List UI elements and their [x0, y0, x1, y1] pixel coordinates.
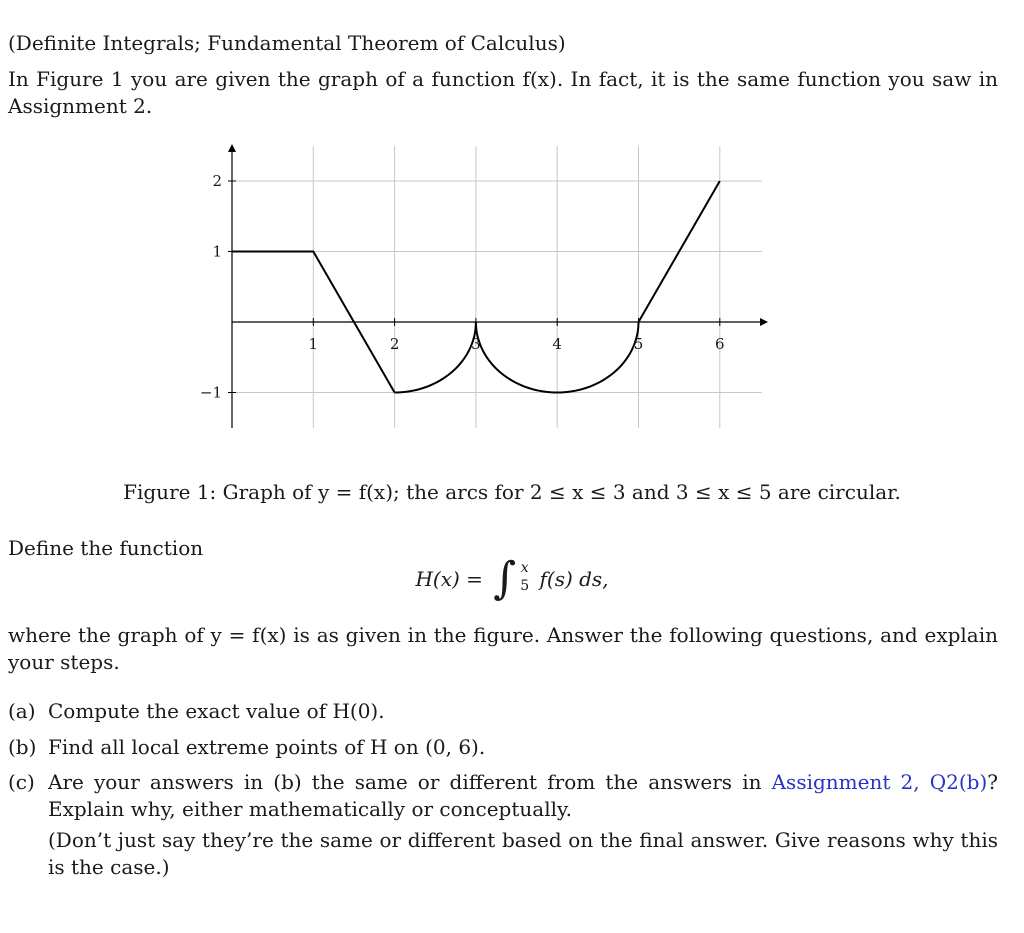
define-text: Define the function [8, 536, 204, 560]
integral-formula [0, 555, 1024, 606]
x-tick-label: 1 [308, 335, 319, 353]
graph-arc-segment [395, 322, 476, 393]
x-tick-label: 3 [471, 335, 481, 353]
figure-caption: Figure 1: Graph of y = f(x); the arcs for 2 ≤ x ≤ 3 and 3 ≤ x ≤ 5 are circular. [123, 480, 901, 504]
y-tick-label: 2 [212, 172, 222, 190]
question-a-text: Compute the exact value of H(0). [48, 699, 385, 723]
assignment-link[interactable]: Assignment 2, Q2(b) [771, 770, 988, 794]
question-a-label: (a) [8, 699, 36, 723]
question-c-text-before: Are your answers in (b) the same or different from the answers in [48, 770, 772, 794]
question-b-text: Find all local extreme points of H on (0, 6). [48, 735, 486, 759]
intro-paragraph: In Figure 1 you are given the graph of a function f(x). In fact, it is the same function you saw in Assignment 2. [8, 67, 998, 118]
x-tick-label: 6 [715, 335, 725, 353]
y-tick-label: 1 [212, 242, 222, 261]
x-tick-label: 5 [633, 335, 644, 353]
question-b-label: (b) [8, 735, 37, 759]
section-heading: (Definite Integrals; Fundamental Theorem of Calculus) [8, 31, 566, 55]
formula-lhs: H(x) = [415, 567, 483, 591]
where-paragraph: where the graph of y = f(x) is as given in the figure. Answer the following questions, and explain your steps. [8, 623, 998, 674]
integral-sign: ∫ [493, 553, 517, 604]
y-tick-label: −1 [199, 383, 222, 402]
question-c-text-after: ? Explain why, either mathematically or conceptually. [48, 770, 998, 821]
x-tick-label: 2 [389, 335, 400, 353]
question-c-label: (c) [8, 770, 35, 794]
integral-limits [520, 559, 529, 595]
upper-limit: x [520, 559, 529, 576]
question-c-note: (Don’t just say they’re the same or different based on the final answer. Give reasons why this is the case.) [48, 828, 998, 879]
x-axis-arrow [760, 318, 768, 326]
x-tick-label: 4 [552, 335, 562, 353]
lower-limit: 5 [520, 577, 530, 594]
grid [232, 146, 762, 428]
question-c-text [48, 769, 998, 823]
y-axis-arrow [228, 144, 236, 152]
formula-integrand: f(s) ds, [539, 567, 609, 591]
function-graph [0, 140, 1024, 470]
